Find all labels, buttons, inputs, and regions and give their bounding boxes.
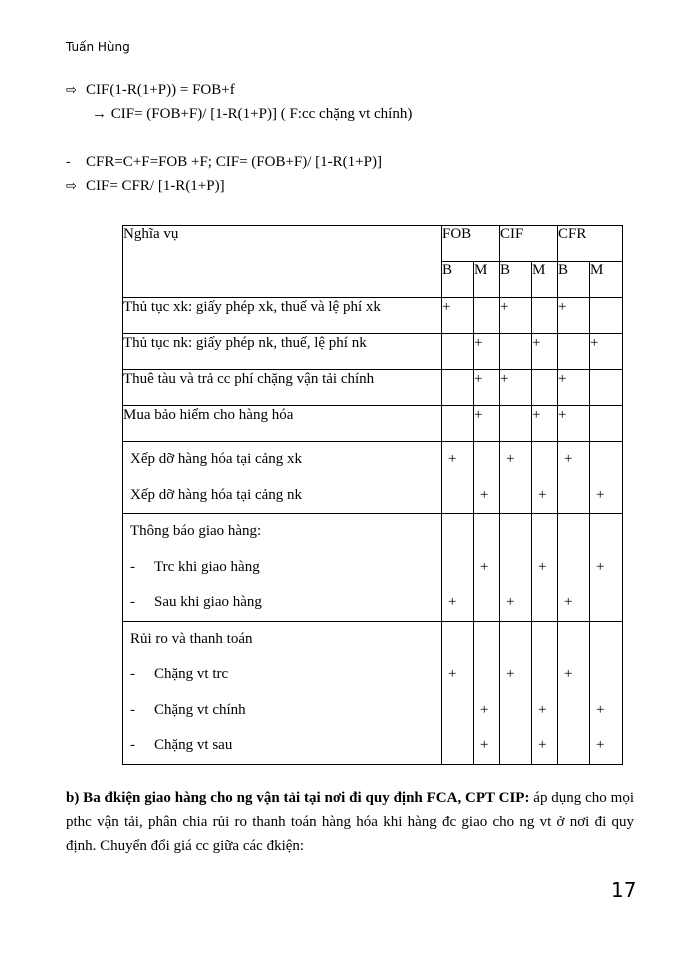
mark-cell: + bbox=[558, 442, 590, 514]
mark-cell: + bbox=[442, 298, 474, 334]
header-m: M bbox=[532, 262, 558, 298]
mark-cell bbox=[532, 370, 558, 406]
mark-cell: + bbox=[558, 621, 590, 764]
duty-label: Xếp dỡ hàng hóa tại cảng xk bbox=[130, 451, 303, 467]
mark-cell: + bbox=[500, 514, 532, 622]
obligations-table bbox=[122, 225, 623, 765]
duty-sublabel: - Trc khi giao hàng bbox=[130, 558, 260, 575]
mark-cell bbox=[590, 298, 623, 334]
mark-cell bbox=[558, 334, 590, 370]
duty-label: Thuê tàu và trả cc phí chặng vận tải chính bbox=[123, 370, 442, 406]
mark-cell: + bbox=[558, 370, 590, 406]
table-row bbox=[123, 334, 623, 370]
mark-cell: + bbox=[590, 514, 623, 622]
mark-cell: + bbox=[474, 370, 500, 406]
duty-label: Thông báo giao hàng: bbox=[130, 523, 262, 539]
mark-cell: + bbox=[442, 442, 474, 514]
formula-line-2: → CIF= (FOB+F)/ [1-R(1+P)] ( F:cc chặng vt chính) bbox=[92, 106, 413, 122]
duty-label: Thủ tục xk: giấy phép xk, thuế và lệ phí xk bbox=[123, 298, 442, 334]
mark-cell: + bbox=[474, 406, 500, 442]
mark-cell: + + bbox=[474, 621, 500, 764]
section-b-heading: b) Ba đkiện giao hàng cho ng vận tải tại nơi đi quy định FCA, CPT CIP: bbox=[66, 790, 530, 806]
duty-label-group bbox=[123, 514, 442, 622]
section-b-body: áp dụng cho mọi pthc vận tải, phân chia rủi ro thanh toán hàng hóa khi hàng đc giao cho ng vt ở nơi đi quy định. Chuyển đổi giá cc giữa các đkiện: bbox=[66, 790, 634, 854]
mark-cell: + + bbox=[532, 621, 558, 764]
table-row bbox=[123, 621, 623, 764]
mark-cell: + bbox=[532, 334, 558, 370]
duty-label-group bbox=[123, 442, 442, 514]
mark-cell: + bbox=[532, 406, 558, 442]
mark-cell bbox=[500, 334, 532, 370]
duty-label: Xếp dỡ hàng hóa tại cảng nk bbox=[130, 486, 303, 503]
mark-cell bbox=[532, 298, 558, 334]
header-cif: CIF bbox=[500, 226, 558, 262]
mark-cell: + bbox=[442, 621, 474, 764]
mark-cell: + bbox=[532, 514, 558, 622]
duty-label: Rủi ro và thanh toán bbox=[130, 630, 253, 647]
table-row bbox=[123, 406, 623, 442]
duty-sublabel: - Chặng vt sau bbox=[130, 737, 233, 753]
arrow-right-icon: ⇨ bbox=[66, 179, 77, 194]
formula-line-4: ⇨ CIF= CFR/ [1-R(1+P)] bbox=[66, 178, 225, 194]
mark-cell: + + bbox=[590, 621, 623, 764]
mark-cell: + bbox=[500, 442, 532, 514]
mark-cell: + bbox=[532, 442, 558, 514]
mark-cell: + bbox=[500, 370, 532, 406]
formula-line-3: - CFR=C+F=FOB +F; CIF= (FOB+F)/ [1-R(1+P)] bbox=[66, 154, 382, 170]
mark-cell: + bbox=[558, 298, 590, 334]
mark-cell: + bbox=[590, 442, 623, 514]
table-row bbox=[123, 514, 623, 622]
header-b: B bbox=[442, 262, 474, 298]
header-m: M bbox=[590, 262, 623, 298]
mark-cell: + bbox=[474, 334, 500, 370]
duty-sublabel: - Sau khi giao hàng bbox=[130, 594, 262, 610]
duty-label: Thủ tục nk: giấy phép nk, thuế, lệ phí nk bbox=[123, 334, 442, 370]
header-duty: Nghĩa vụ bbox=[123, 226, 442, 298]
mark-cell bbox=[442, 406, 474, 442]
table-row bbox=[123, 370, 623, 406]
mark-cell bbox=[590, 406, 623, 442]
header-b: B bbox=[558, 262, 590, 298]
mark-cell: + bbox=[590, 334, 623, 370]
mark-cell bbox=[590, 370, 623, 406]
page-number: 17 bbox=[611, 878, 637, 902]
arrow-right-icon: ⇨ bbox=[66, 83, 77, 98]
duty-label: Mua bảo hiểm cho hàng hóa bbox=[123, 406, 442, 442]
section-b-paragraph bbox=[66, 786, 634, 858]
mark-cell: + bbox=[500, 621, 532, 764]
table-header-row bbox=[123, 226, 623, 262]
mark-cell: + bbox=[442, 514, 474, 622]
duty-label-group bbox=[123, 621, 442, 764]
header-fob: FOB bbox=[442, 226, 500, 262]
duty-sublabel: - Chặng vt chính bbox=[130, 701, 246, 718]
mark-cell: + bbox=[474, 514, 500, 622]
mark-cell bbox=[442, 370, 474, 406]
mark-cell: + bbox=[558, 406, 590, 442]
mark-cell bbox=[442, 334, 474, 370]
formula-line-1: ⇨ CIF(1-R(1+P)) = FOB+f bbox=[66, 82, 235, 98]
header-b: B bbox=[500, 262, 532, 298]
mark-cell bbox=[500, 406, 532, 442]
table-row bbox=[123, 298, 623, 334]
duty-sublabel: - Chặng vt trc bbox=[130, 666, 229, 682]
mark-cell: + bbox=[558, 514, 590, 622]
page-header-author: Tuấn Hùng bbox=[66, 40, 130, 54]
mark-cell: + bbox=[474, 442, 500, 514]
mark-cell bbox=[474, 298, 500, 334]
header-cfr: CFR bbox=[558, 226, 623, 262]
header-m: M bbox=[474, 262, 500, 298]
mark-cell: + bbox=[500, 298, 532, 334]
table-row bbox=[123, 442, 623, 514]
